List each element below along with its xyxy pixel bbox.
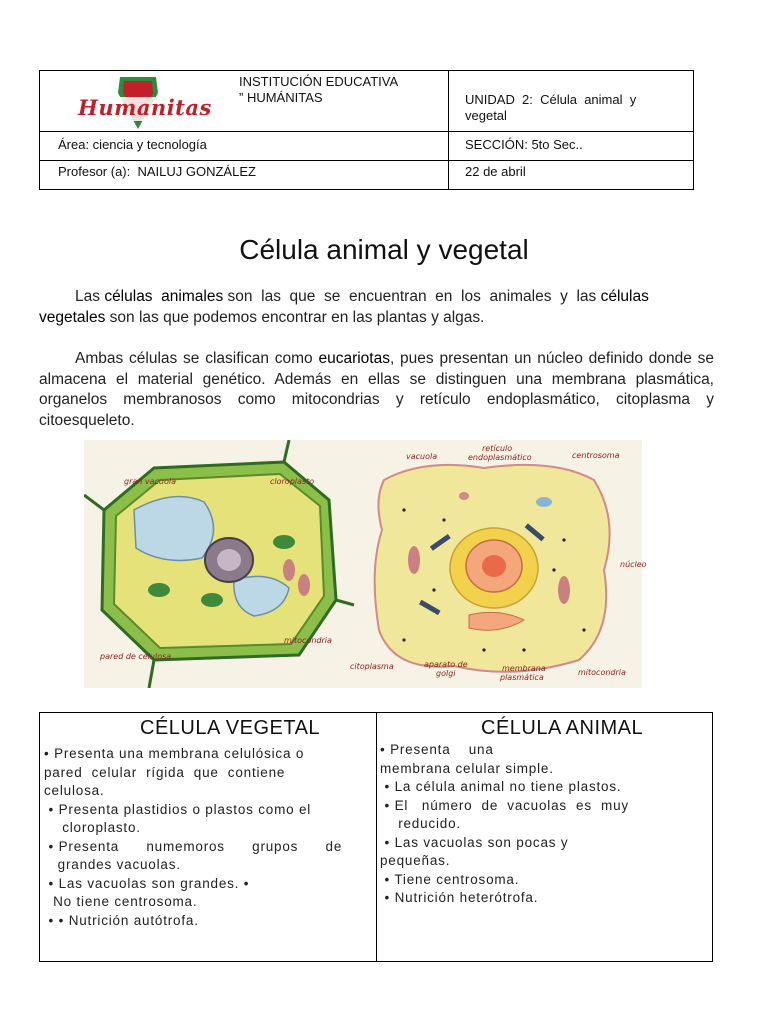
keyword-celulas-animales: células animales bbox=[104, 288, 224, 305]
label-golgi: golgi bbox=[436, 669, 456, 678]
list-item: • Presenta plastidios o plastos como el bbox=[44, 801, 312, 817]
date-label: 22 de abril bbox=[465, 164, 526, 179]
label-aparato-de: aparato de bbox=[424, 660, 468, 669]
label-mitocondria-vegetal: mitocondria bbox=[284, 636, 332, 645]
teacher-label: Profesor (a): NAILUJ GONZÁLEZ bbox=[58, 164, 256, 179]
animal-cell bbox=[375, 465, 610, 672]
label-pared-celulosa: pared de celulosa bbox=[100, 652, 172, 661]
vegetal-list bbox=[44, 745, 342, 930]
label-cloroplasto: cloroplasto bbox=[270, 477, 315, 486]
vegetal-title: CÉLULA VEGETAL bbox=[140, 717, 321, 739]
list-item: • Presenta una bbox=[380, 742, 494, 757]
animal-column bbox=[377, 713, 713, 961]
vegetal-column bbox=[40, 713, 376, 961]
list-item: cloroplasto. bbox=[44, 820, 141, 835]
header-table bbox=[39, 70, 694, 190]
label-vacuola: vacuola bbox=[406, 452, 438, 461]
animal-list bbox=[380, 741, 629, 908]
list-item: • La célula animal no tiene plastos. bbox=[380, 779, 622, 794]
list-item: • Nutrición heterótrofa. bbox=[380, 890, 539, 905]
comparison-table bbox=[39, 712, 713, 962]
list-item: pared celular rígida que contiene bbox=[44, 764, 286, 780]
list-item: • Presenta una membrana celulósica o bbox=[44, 746, 305, 761]
list-item: • Tiene centrosoma. bbox=[380, 871, 520, 887]
page-title: Célula animal y vegetal bbox=[239, 234, 529, 265]
label-centrosoma: centrosoma bbox=[572, 451, 620, 460]
list-item: pequeñas. bbox=[380, 853, 451, 868]
cell-diagram bbox=[84, 440, 647, 688]
label-citoplasma: citoplasma bbox=[350, 662, 394, 671]
label-reticulo: retículo bbox=[482, 444, 513, 453]
section-label: SECCIÓN: 5to Sec.. bbox=[465, 137, 583, 152]
list-item: • • Nutrición autótrofa. bbox=[44, 912, 199, 928]
school-logo bbox=[78, 73, 212, 135]
list-item: • Presenta numemoros grupos de bbox=[44, 838, 343, 854]
list-item: • El número de vacuolas es muy bbox=[380, 797, 629, 813]
list-item: • Las vacuolas son pocas y bbox=[380, 834, 569, 850]
animal-title: CÉLULA ANIMAL bbox=[481, 717, 644, 739]
keyword-celulas: células bbox=[600, 288, 649, 305]
label-mitocondria-animal: mitocondria bbox=[578, 668, 626, 677]
unit-title: UNIDAD 2: Célula animal y vegetal bbox=[465, 92, 637, 123]
list-item: celulosa. bbox=[44, 783, 105, 798]
keyword-vegetales: vegetales bbox=[39, 308, 106, 326]
area-label: Área: ciencia y tecnología bbox=[58, 137, 207, 152]
institution-name: INSTITUCIÓN EDUCATIVA ” HUMÁNITAS bbox=[239, 74, 399, 105]
list-item: • Las vacuolas son grandes. • bbox=[44, 875, 250, 891]
list-item: grandes vacuolas. bbox=[44, 857, 181, 872]
label-plasmatica: plasmática bbox=[500, 673, 544, 682]
label-membrana: membrana bbox=[502, 664, 546, 673]
list-item: reducido. bbox=[380, 816, 461, 831]
label-gran-vacuola: gran vacuola bbox=[124, 477, 177, 486]
logo-text: Humanitas bbox=[78, 95, 212, 120]
list-item: membrana celular simple. bbox=[380, 760, 554, 776]
label-nucleo: núcleo bbox=[620, 560, 647, 569]
intro-paragraph: Las células animales son las que se encuentran en los animales y las células vegetales son las que podemos encontrar en las plantas y algas. bbox=[39, 288, 649, 326]
label-endoplasmatico: endoplasmático bbox=[468, 453, 532, 462]
list-item: No tiene centrosoma. bbox=[44, 894, 198, 909]
eucariotas-paragraph: Ambas células se clasifican como eucariotas, pues presentan un núcleo definido donde se almacena el material genético. Además en ellas se distinguen una membrana plasmática, organelos membranosos como mitocondrias y retículo endoplasmático, citoplasma y citoesqueleto. bbox=[39, 350, 715, 429]
keyword-eucariotas: eucariotas bbox=[318, 350, 390, 367]
